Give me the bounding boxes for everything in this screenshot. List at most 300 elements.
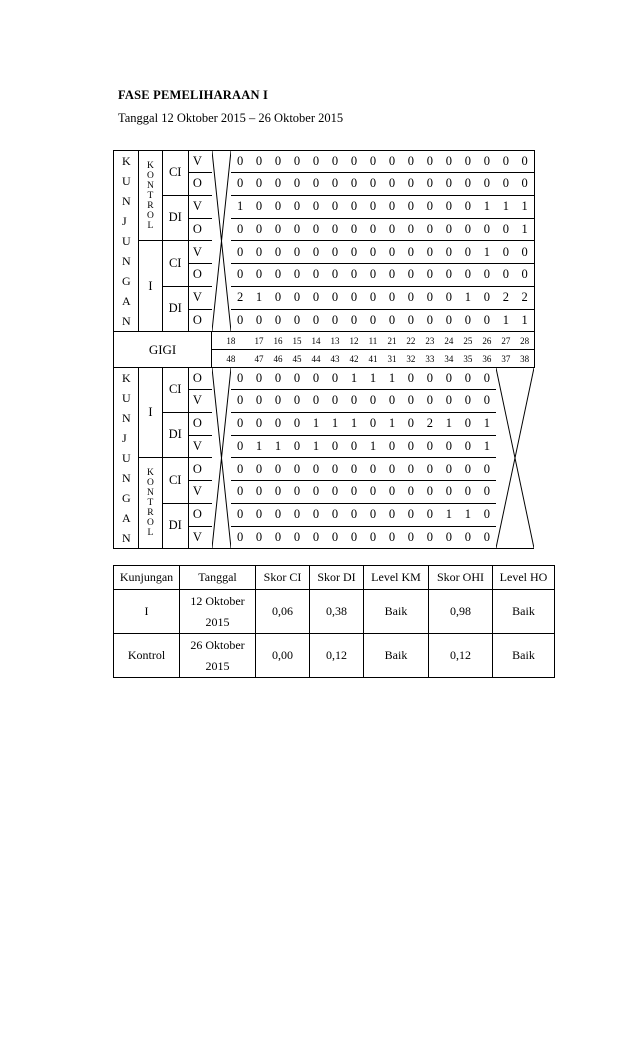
skor-ohi-cell: 0,98 (429, 590, 493, 634)
score-cell: 0 (231, 264, 250, 286)
kunjungan-cell: Kontrol (114, 634, 180, 678)
summary-header-cell: Level HO (493, 566, 555, 590)
score-cell: 0 (231, 241, 250, 264)
score-cell: 0 (269, 481, 288, 503)
score-cell: 0 (288, 481, 307, 503)
tooth-number: 21 (382, 332, 401, 350)
tooth-number: 25 (458, 332, 477, 350)
tooth-number: 27 (496, 332, 515, 350)
surface-code: O (188, 173, 211, 195)
score-cell: 0 (363, 412, 382, 435)
tooth-number: 28 (515, 332, 534, 350)
score-cell: 1 (231, 195, 250, 218)
score-cell: 0 (269, 264, 288, 286)
score-cell: 0 (288, 309, 307, 331)
score-cell: 0 (307, 241, 326, 264)
index-type: DI (162, 286, 188, 332)
score-cell: 0 (401, 412, 420, 435)
summary-header-cell: Tanggal (180, 566, 256, 590)
score-cell: 0 (269, 390, 288, 412)
score-cell: 0 (382, 218, 401, 240)
score-cell: 0 (420, 241, 439, 264)
score-cell: 0 (307, 173, 326, 195)
gingival-row (114, 286, 554, 309)
excluded-cell (496, 368, 534, 549)
summary-table (113, 565, 555, 678)
score-cell: 0 (250, 390, 269, 412)
score-cell: 0 (269, 526, 288, 548)
score-cell: 0 (269, 368, 288, 390)
summary-row (114, 590, 555, 634)
score-cell: 0 (269, 151, 288, 173)
score-cell: 0 (250, 458, 269, 481)
excluded-cell (212, 151, 231, 332)
score-cell: 0 (401, 368, 420, 390)
score-cell: 0 (269, 286, 288, 309)
score-cell: 0 (458, 481, 477, 503)
surface-code: O (188, 368, 211, 390)
page-subtitle: Tanggal 12 Oktober 2015 – 26 Oktober 2015 (118, 111, 344, 125)
score-cell: 0 (420, 309, 439, 331)
score-cell: 0 (382, 264, 401, 286)
score-cell: 1 (439, 503, 458, 526)
score-cell: 0 (458, 526, 477, 548)
score-cell: 0 (326, 390, 345, 412)
score-cell: 0 (420, 458, 439, 481)
summary-row (114, 634, 555, 678)
cross-mark (212, 151, 231, 331)
score-cell: 1 (307, 435, 326, 457)
score-cell: 0 (439, 264, 458, 286)
score-cell: 0 (477, 309, 496, 331)
score-cell: 0 (420, 151, 439, 173)
index-type: CI (162, 241, 188, 287)
score-cell: 0 (344, 526, 363, 548)
score-cell: 1 (307, 412, 326, 435)
score-cell: 0 (515, 264, 534, 286)
score-cell: 0 (439, 368, 458, 390)
score-cell: 0 (326, 435, 345, 457)
score-cell: 0 (382, 503, 401, 526)
score-cell: 1 (458, 503, 477, 526)
score-cell: 0 (363, 218, 382, 240)
score-cell: 0 (231, 481, 250, 503)
score-cell: 1 (477, 412, 496, 435)
score-cell: 0 (515, 241, 534, 264)
tanggal-line-1: 12 Oktober (190, 593, 245, 608)
tooth-number: 33 (420, 350, 439, 368)
score-cell: 1 (496, 195, 515, 218)
tanggal-line-2: 2015 (205, 658, 230, 673)
score-cell: 0 (363, 503, 382, 526)
score-cell: 0 (288, 458, 307, 481)
score-cell: 0 (307, 481, 326, 503)
score-cell: 0 (420, 368, 439, 390)
tooth-number: 15 (288, 332, 307, 350)
score-cell: 0 (269, 218, 288, 240)
score-cell: 0 (326, 173, 345, 195)
score-cell: 1 (344, 412, 363, 435)
score-cell: 0 (420, 481, 439, 503)
score-cell: 1 (515, 309, 534, 331)
gingival-row (114, 412, 554, 435)
surface-code: V (188, 526, 211, 548)
summary-header-cell: Level KM (364, 566, 429, 590)
score-cell: 0 (420, 390, 439, 412)
score-cell: 0 (288, 173, 307, 195)
tanggal-line-1: 26 Oktober (190, 637, 245, 652)
level-ho-cell: Baik (493, 634, 555, 678)
summary-header-cell: Skor OHI (429, 566, 493, 590)
group-label: I (139, 368, 162, 458)
tanggal-line-2: 2015 (205, 614, 230, 629)
gingival-row (114, 195, 554, 218)
score-cell: 0 (307, 286, 326, 309)
score-cell: 0 (496, 151, 515, 173)
cross-mark (212, 368, 231, 548)
score-cell: 0 (231, 309, 250, 331)
gingival-row (114, 241, 554, 264)
score-cell: 0 (250, 309, 269, 331)
score-cell: 0 (401, 309, 420, 331)
skor-ci-cell: 0,00 (256, 634, 310, 678)
score-cell: 0 (344, 390, 363, 412)
surface-code: V (188, 195, 211, 218)
tooth-number: 32 (401, 350, 420, 368)
score-cell: 0 (250, 264, 269, 286)
tooth-number: 36 (477, 350, 496, 368)
surface-code: O (188, 218, 211, 240)
score-cell: 0 (231, 435, 250, 457)
score-cell: 0 (231, 151, 250, 173)
score-cell: 1 (250, 286, 269, 309)
score-cell: 0 (269, 412, 288, 435)
score-cell: 0 (515, 173, 534, 195)
score-cell: 0 (496, 218, 515, 240)
skor-ohi-cell: 0,12 (429, 634, 493, 678)
score-cell: 0 (326, 286, 345, 309)
score-cell: 0 (344, 195, 363, 218)
tooth-number: 34 (439, 350, 458, 368)
level-ho-cell: Baik (493, 590, 555, 634)
tooth-number: 31 (382, 350, 401, 368)
tooth-number: 41 (363, 350, 382, 368)
score-cell: 0 (439, 218, 458, 240)
score-cell: 0 (458, 458, 477, 481)
score-cell: 0 (439, 526, 458, 548)
score-cell: 0 (269, 458, 288, 481)
score-cell: 0 (288, 241, 307, 264)
gingival-index-table (113, 150, 554, 549)
score-cell: 0 (458, 412, 477, 435)
score-cell: 0 (250, 526, 269, 548)
score-cell: 0 (307, 458, 326, 481)
summary-header-cell: Kunjungan (114, 566, 180, 590)
score-cell: 0 (477, 390, 496, 412)
score-cell: 0 (288, 368, 307, 390)
score-cell: 0 (477, 503, 496, 526)
score-cell: 1 (363, 368, 382, 390)
score-cell: 0 (250, 151, 269, 173)
score-cell: 0 (231, 503, 250, 526)
score-cell: 0 (363, 241, 382, 264)
tooth-number: 37 (496, 350, 515, 368)
score-cell: 0 (344, 173, 363, 195)
score-cell: 0 (269, 173, 288, 195)
score-cell: 1 (477, 195, 496, 218)
index-type: DI (162, 195, 188, 241)
score-cell: 0 (458, 368, 477, 390)
gigi-label: GIGI (114, 332, 212, 368)
score-cell: 0 (401, 218, 420, 240)
score-cell: 1 (515, 195, 534, 218)
score-cell: 0 (420, 173, 439, 195)
kunjungan-label-lower: K U N J U N G A N (114, 368, 139, 549)
score-cell: 1 (326, 412, 345, 435)
tooth-number: 13 (326, 332, 345, 350)
group-label: K O N T R O L (139, 458, 162, 549)
score-cell: 0 (250, 412, 269, 435)
kunjungan-label-upper: K U N J U N G A N (114, 151, 139, 332)
score-cell: 0 (477, 173, 496, 195)
score-cell: 0 (326, 481, 345, 503)
score-cell: 0 (382, 390, 401, 412)
score-cell: 0 (420, 264, 439, 286)
tooth-number: 24 (439, 332, 458, 350)
score-cell: 0 (439, 390, 458, 412)
score-cell: 0 (307, 390, 326, 412)
score-cell: 2 (231, 286, 250, 309)
score-cell: 0 (382, 526, 401, 548)
score-cell: 0 (231, 173, 250, 195)
score-cell: 0 (231, 412, 250, 435)
score-cell: 0 (288, 526, 307, 548)
score-cell: 0 (344, 241, 363, 264)
score-cell: 0 (363, 390, 382, 412)
surface-code: V (188, 151, 211, 173)
score-cell: 0 (401, 173, 420, 195)
score-cell: 0 (231, 390, 250, 412)
score-cell: 0 (420, 218, 439, 240)
score-cell: 0 (231, 526, 250, 548)
score-cell: 1 (477, 435, 496, 457)
page-title: FASE PEMELIHARAAN I (118, 88, 269, 102)
gingival-row (114, 503, 554, 526)
score-cell: 0 (382, 286, 401, 309)
score-cell: 0 (288, 435, 307, 457)
score-cell: 0 (344, 458, 363, 481)
score-cell: 0 (250, 218, 269, 240)
surface-code: V (188, 390, 211, 412)
score-cell: 0 (326, 195, 345, 218)
score-cell: 0 (401, 264, 420, 286)
index-type: DI (162, 412, 188, 458)
score-cell: 0 (420, 195, 439, 218)
score-cell: 0 (363, 264, 382, 286)
score-cell: 0 (496, 241, 515, 264)
score-cell: 0 (269, 503, 288, 526)
score-cell: 1 (439, 412, 458, 435)
surface-code: O (188, 503, 211, 526)
cross-mark (496, 368, 534, 548)
score-cell: 0 (458, 151, 477, 173)
score-cell: 0 (439, 458, 458, 481)
score-cell: 0 (477, 526, 496, 548)
score-cell: 0 (420, 435, 439, 457)
score-cell: 0 (401, 435, 420, 457)
tooth-number: 38 (515, 350, 534, 368)
score-cell: 2 (496, 286, 515, 309)
score-cell: 0 (401, 526, 420, 548)
score-cell: 0 (477, 458, 496, 481)
score-cell: 0 (382, 173, 401, 195)
score-cell: 0 (250, 481, 269, 503)
skor-ci-cell: 0,06 (256, 590, 310, 634)
score-cell: 0 (344, 151, 363, 173)
score-cell: 0 (288, 218, 307, 240)
tooth-number: 16 (269, 332, 288, 350)
score-cell: 0 (344, 309, 363, 331)
tooth-number: 17 (250, 332, 269, 350)
score-cell: 0 (477, 286, 496, 309)
score-cell: 1 (477, 241, 496, 264)
score-cell: 2 (420, 412, 439, 435)
score-cell: 0 (477, 368, 496, 390)
score-cell: 0 (363, 195, 382, 218)
score-cell: 0 (326, 241, 345, 264)
tooth-number: 23 (420, 332, 439, 350)
score-cell: 0 (401, 481, 420, 503)
score-cell: 0 (344, 481, 363, 503)
score-cell: 0 (458, 241, 477, 264)
score-cell: 0 (326, 458, 345, 481)
index-type: CI (162, 368, 188, 413)
tooth-number: 43 (326, 350, 345, 368)
score-cell: 0 (344, 264, 363, 286)
summary-header-cell: Skor CI (256, 566, 310, 590)
score-cell: 0 (363, 526, 382, 548)
surface-code: O (188, 309, 211, 331)
score-cell: 0 (382, 481, 401, 503)
score-cell: 0 (363, 151, 382, 173)
score-cell: 0 (401, 151, 420, 173)
surface-code: O (188, 264, 211, 286)
score-cell: 0 (326, 218, 345, 240)
score-cell: 1 (515, 218, 534, 240)
surface-code: V (188, 481, 211, 503)
score-cell: 0 (363, 286, 382, 309)
tooth-number: 11 (363, 332, 382, 350)
tooth-number: 22 (401, 332, 420, 350)
summary-header-cell: Skor DI (310, 566, 364, 590)
score-cell: 0 (288, 195, 307, 218)
gingival-row (114, 458, 554, 481)
score-cell: 0 (439, 173, 458, 195)
tooth-number: 48 (212, 350, 250, 368)
score-cell: 0 (477, 264, 496, 286)
score-cell: 0 (326, 503, 345, 526)
score-cell: 0 (439, 241, 458, 264)
surface-code: O (188, 458, 211, 481)
score-cell: 0 (344, 503, 363, 526)
tooth-number: 18 (212, 332, 250, 350)
score-cell: 0 (363, 481, 382, 503)
score-cell: 0 (307, 218, 326, 240)
score-cell: 0 (439, 151, 458, 173)
score-cell: 0 (307, 195, 326, 218)
gingival-row (114, 151, 554, 173)
kunjungan-cell: I (114, 590, 180, 634)
score-cell: 0 (307, 526, 326, 548)
score-cell: 1 (344, 368, 363, 390)
score-cell: 0 (288, 264, 307, 286)
score-cell: 0 (326, 368, 345, 390)
score-cell: 1 (269, 435, 288, 457)
score-cell: 0 (363, 309, 382, 331)
score-cell: 0 (344, 218, 363, 240)
score-cell: 0 (269, 309, 288, 331)
score-cell: 0 (458, 309, 477, 331)
score-cell: 0 (288, 412, 307, 435)
score-cell: 1 (382, 368, 401, 390)
score-cell: 0 (420, 286, 439, 309)
score-cell: 0 (401, 390, 420, 412)
score-cell: 0 (439, 309, 458, 331)
tooth-number: 26 (477, 332, 496, 350)
score-cell: 0 (288, 390, 307, 412)
score-cell: 0 (288, 286, 307, 309)
score-cell: 0 (401, 241, 420, 264)
excluded-cell (212, 368, 231, 549)
score-cell: 0 (382, 195, 401, 218)
score-cell: 0 (326, 264, 345, 286)
score-cell: 1 (496, 309, 515, 331)
surface-code: V (188, 435, 211, 457)
tooth-number: 46 (269, 350, 288, 368)
skor-di-cell: 0,12 (310, 634, 364, 678)
tooth-number: 42 (344, 350, 363, 368)
score-cell: 0 (231, 218, 250, 240)
tooth-number: 47 (250, 350, 269, 368)
score-cell: 0 (477, 481, 496, 503)
score-cell: 0 (477, 151, 496, 173)
score-cell: 0 (439, 286, 458, 309)
score-cell: 0 (363, 458, 382, 481)
score-cell: 0 (420, 526, 439, 548)
score-cell: 1 (382, 412, 401, 435)
tanggal-cell (180, 634, 256, 678)
level-km-cell: Baik (364, 590, 429, 634)
group-label: K O N T R O L (139, 151, 162, 241)
score-cell: 0 (496, 173, 515, 195)
score-cell: 0 (250, 503, 269, 526)
score-cell: 0 (420, 503, 439, 526)
index-type: DI (162, 503, 188, 549)
score-cell: 1 (458, 286, 477, 309)
score-cell: 0 (439, 481, 458, 503)
score-cell: 0 (231, 368, 250, 390)
score-cell: 1 (363, 435, 382, 457)
score-cell: 0 (382, 241, 401, 264)
score-cell: 0 (326, 526, 345, 548)
score-cell: 0 (401, 458, 420, 481)
level-km-cell: Baik (364, 634, 429, 678)
score-cell: 2 (515, 286, 534, 309)
score-cell: 0 (458, 195, 477, 218)
score-cell: 0 (458, 218, 477, 240)
index-type: CI (162, 151, 188, 196)
score-cell: 0 (307, 503, 326, 526)
